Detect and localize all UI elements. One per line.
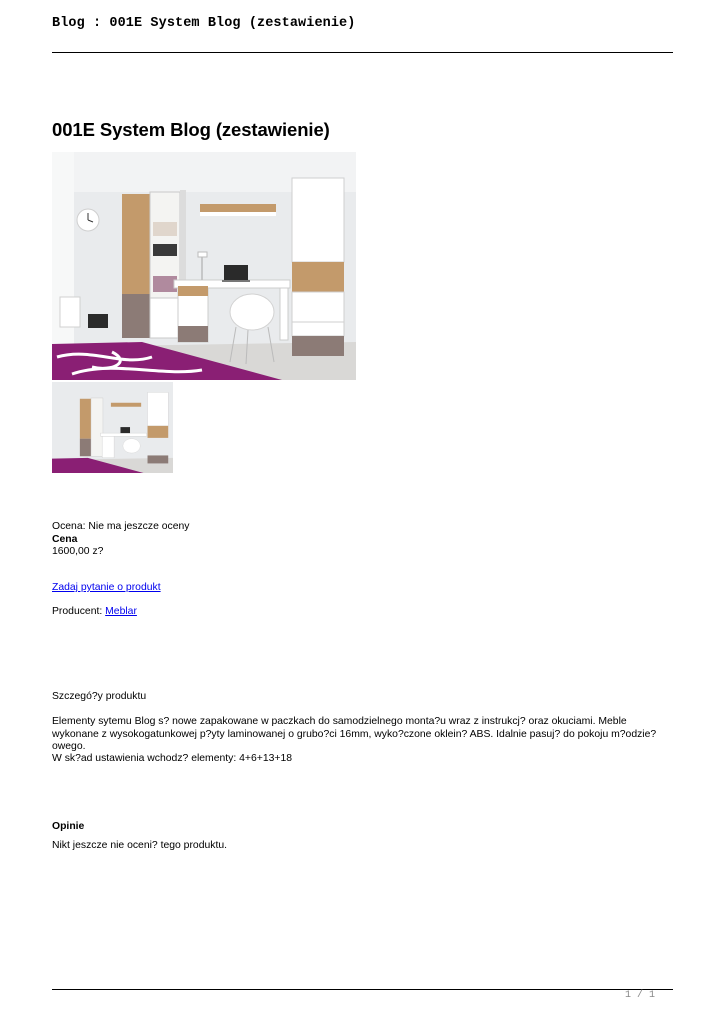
producer-line <box>52 606 137 619</box>
footer-divider <box>52 989 673 990</box>
rating-line <box>52 521 189 534</box>
product-thumbnail[interactable] <box>52 382 173 473</box>
ask-question-link[interactable]: Zadaj pytanie o produkt <box>52 582 161 593</box>
elements-line: W sk?ad ustawienia wchodz? elementy: 4+6+13+18 <box>52 753 292 764</box>
product-description: Elementy sytemu Blog s? nowe zapakowane w paczkach do samodzielnego monta?u wraz z instrukcj? oraz okuciami. Meble wykonane z wysokogatunkowej p?yty laminowanej o grubo?ci 16mm, wyko?czone oklein? ABS. Idalnie pasuj? do pokoju m?odzie?owego. <box>52 716 657 752</box>
page-number: 1 / 1 <box>624 990 655 1001</box>
producer-label: Producent: <box>52 606 103 617</box>
rating-value: Nie ma jeszcze oceny <box>88 521 190 532</box>
producer-link[interactable]: Meblar <box>105 606 137 617</box>
details-heading: Szczegó?y produktu <box>52 691 147 702</box>
page-header-title: Blog : 001E System Blog (zestawienie) <box>52 16 356 31</box>
price-label: Cena <box>52 534 78 545</box>
reviews-text: Nikt jeszcze nie oceni? tego produktu. <box>52 840 228 851</box>
reviews-heading: Opinie <box>52 821 85 832</box>
rating-label: Ocena: <box>52 521 86 532</box>
header-divider <box>52 52 673 53</box>
price-value: 1600,00 z? <box>52 546 104 557</box>
product-main-image <box>52 152 356 380</box>
product-title: 001E System Blog (zestawienie) <box>52 119 330 140</box>
